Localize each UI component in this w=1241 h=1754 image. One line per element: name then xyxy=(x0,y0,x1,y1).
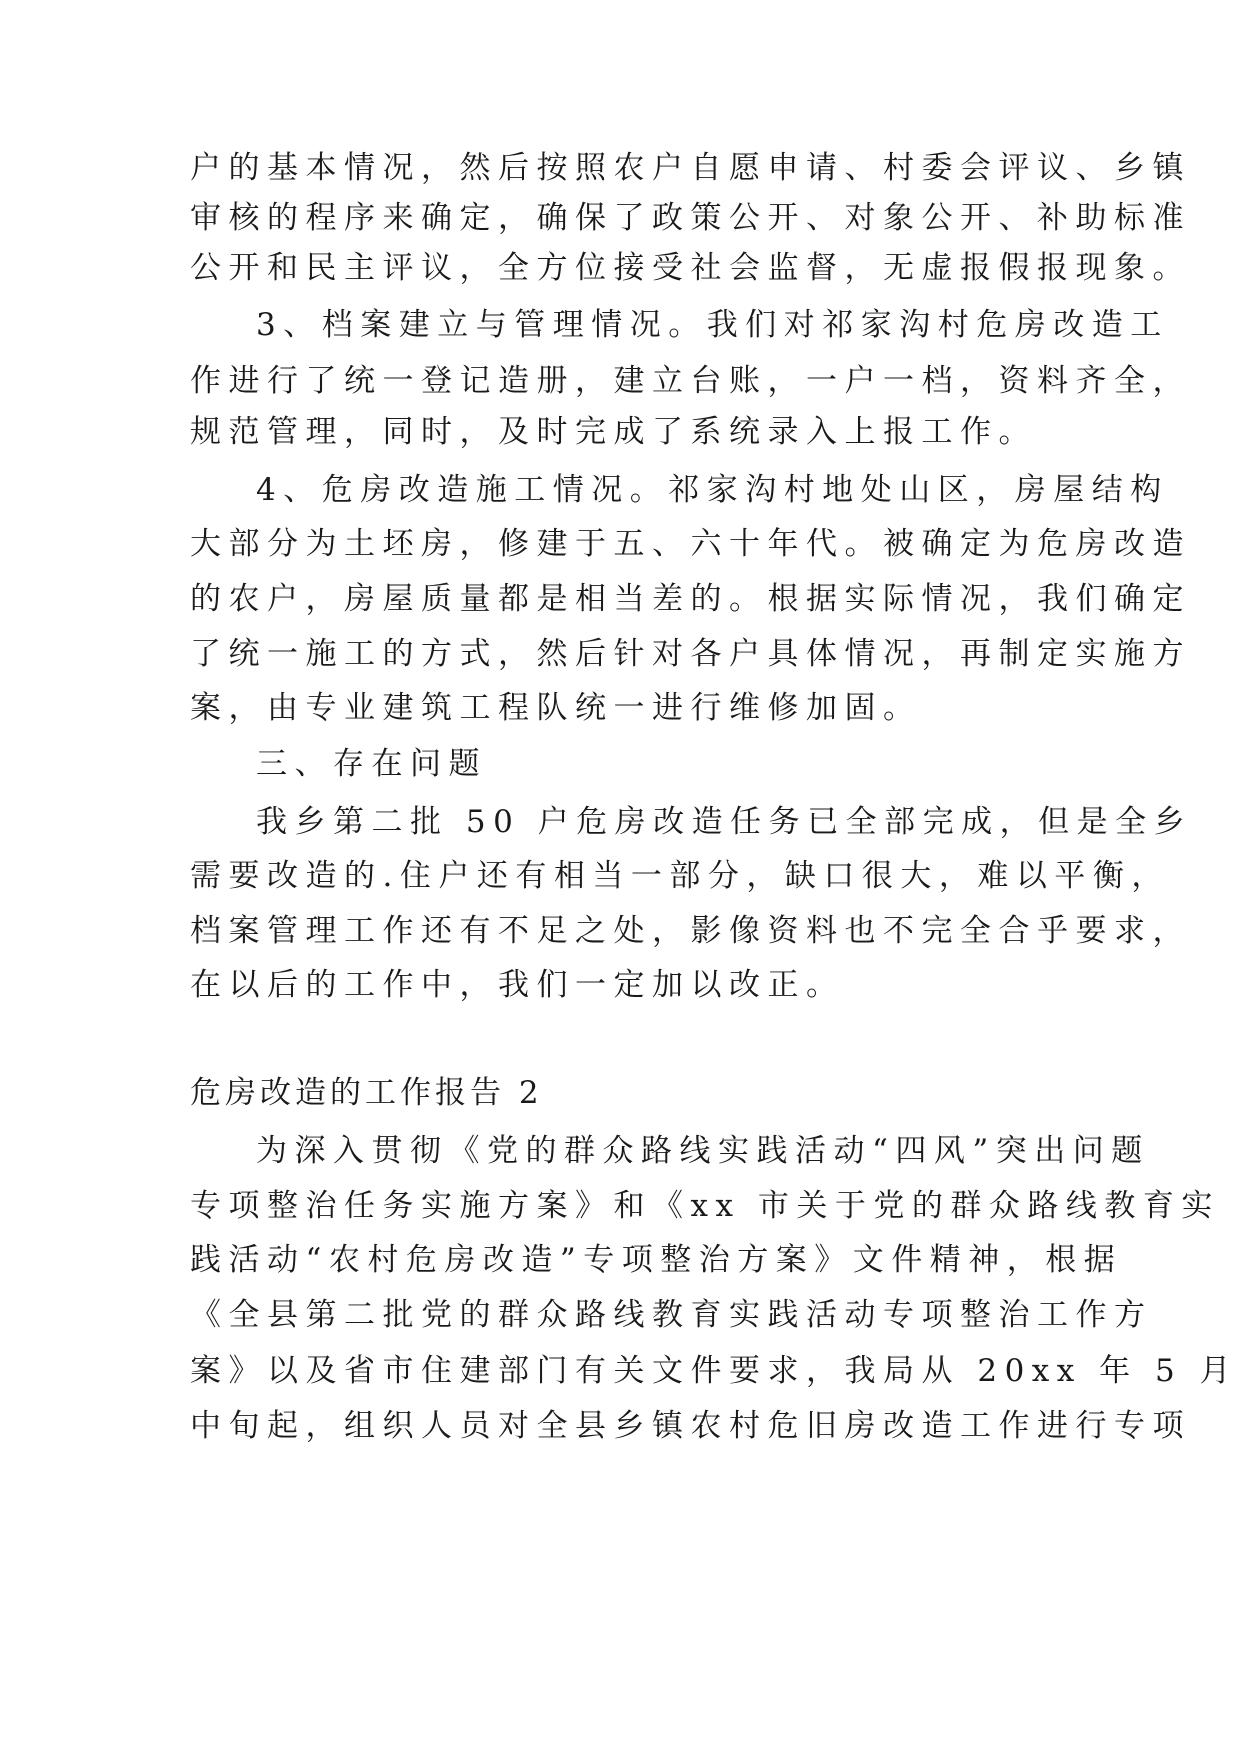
paragraph-line: 规范管理，同时，及时完成了系统录入上报工作。 xyxy=(190,414,1037,450)
paragraph-line: 践活动“农村危房改造”专项整治方案》文件精神，根据 xyxy=(190,1242,1123,1278)
paragraph-line: 审核的程序来确定，确保了政策公开、对象公开、补助标准 xyxy=(190,200,1191,236)
paragraph-line: 的农户，房屋质量都是相当差的。根据实际情况，我们确定 xyxy=(190,581,1191,617)
paragraph-line: 案》以及省市住建部门有关文件要求，我局从 20xx 年 5 月 xyxy=(190,1353,1239,1389)
paragraph-line: 在以后的工作中，我们一定加以改正。 xyxy=(190,967,845,1003)
paragraph-line: 4、危房改造施工情况。祁家沟村地处山区，房屋结构 xyxy=(256,472,1169,508)
paragraph-line: 专项整治任务实施方案》和《xx 市关于党的群众路线教育实 xyxy=(190,1188,1220,1224)
paragraph-line: 为深入贯彻《党的群众路线实践活动“四风”突出问题 xyxy=(256,1133,1150,1169)
section-heading: 三、存在问题 xyxy=(256,746,487,782)
paragraph-line: 案，由专业建筑工程队统一进行维修加固。 xyxy=(190,690,922,726)
paragraph-line: 公开和民主评议，全方位接受社会监督，无虚报假报现象。 xyxy=(190,250,1191,286)
paragraph-line: 中旬起，组织人员对全县乡镇农村危旧房改造工作进行专项 xyxy=(190,1408,1191,1444)
paragraph-line: 档案管理工作还有不足之处，影像资料也不完全合乎要求， xyxy=(190,913,1191,949)
paragraph-line: 了统一施工的方式，然后针对各户具体情况，再制定实施方 xyxy=(190,636,1191,672)
paragraph-line: 需要改造的.住户还有相当一部分，缺口很大，难以平衡， xyxy=(190,858,1170,894)
paragraph-line: 3、档案建立与管理情况。我们对祁家沟村危房改造工 xyxy=(256,307,1169,343)
paragraph-line: 户的基本情况，然后按照农户自愿申请、村委会评议、乡镇 xyxy=(190,150,1191,186)
paragraph-line: 大部分为土坯房，修建于五、六十年代。被确定为危房改造 xyxy=(190,526,1191,562)
report-title: 危房改造的工作报告 2 xyxy=(190,1075,543,1111)
paragraph-line: 我乡第二批 50 户危房改造任务已全部完成，但是全乡 xyxy=(256,804,1193,840)
paragraph-line: 作进行了统一登记造册，建立台账，一户一档，资料齐全， xyxy=(190,363,1191,399)
paragraph-line: 《全县第二批党的群众路线教育实践活动专项整治工作方 xyxy=(190,1297,1153,1333)
